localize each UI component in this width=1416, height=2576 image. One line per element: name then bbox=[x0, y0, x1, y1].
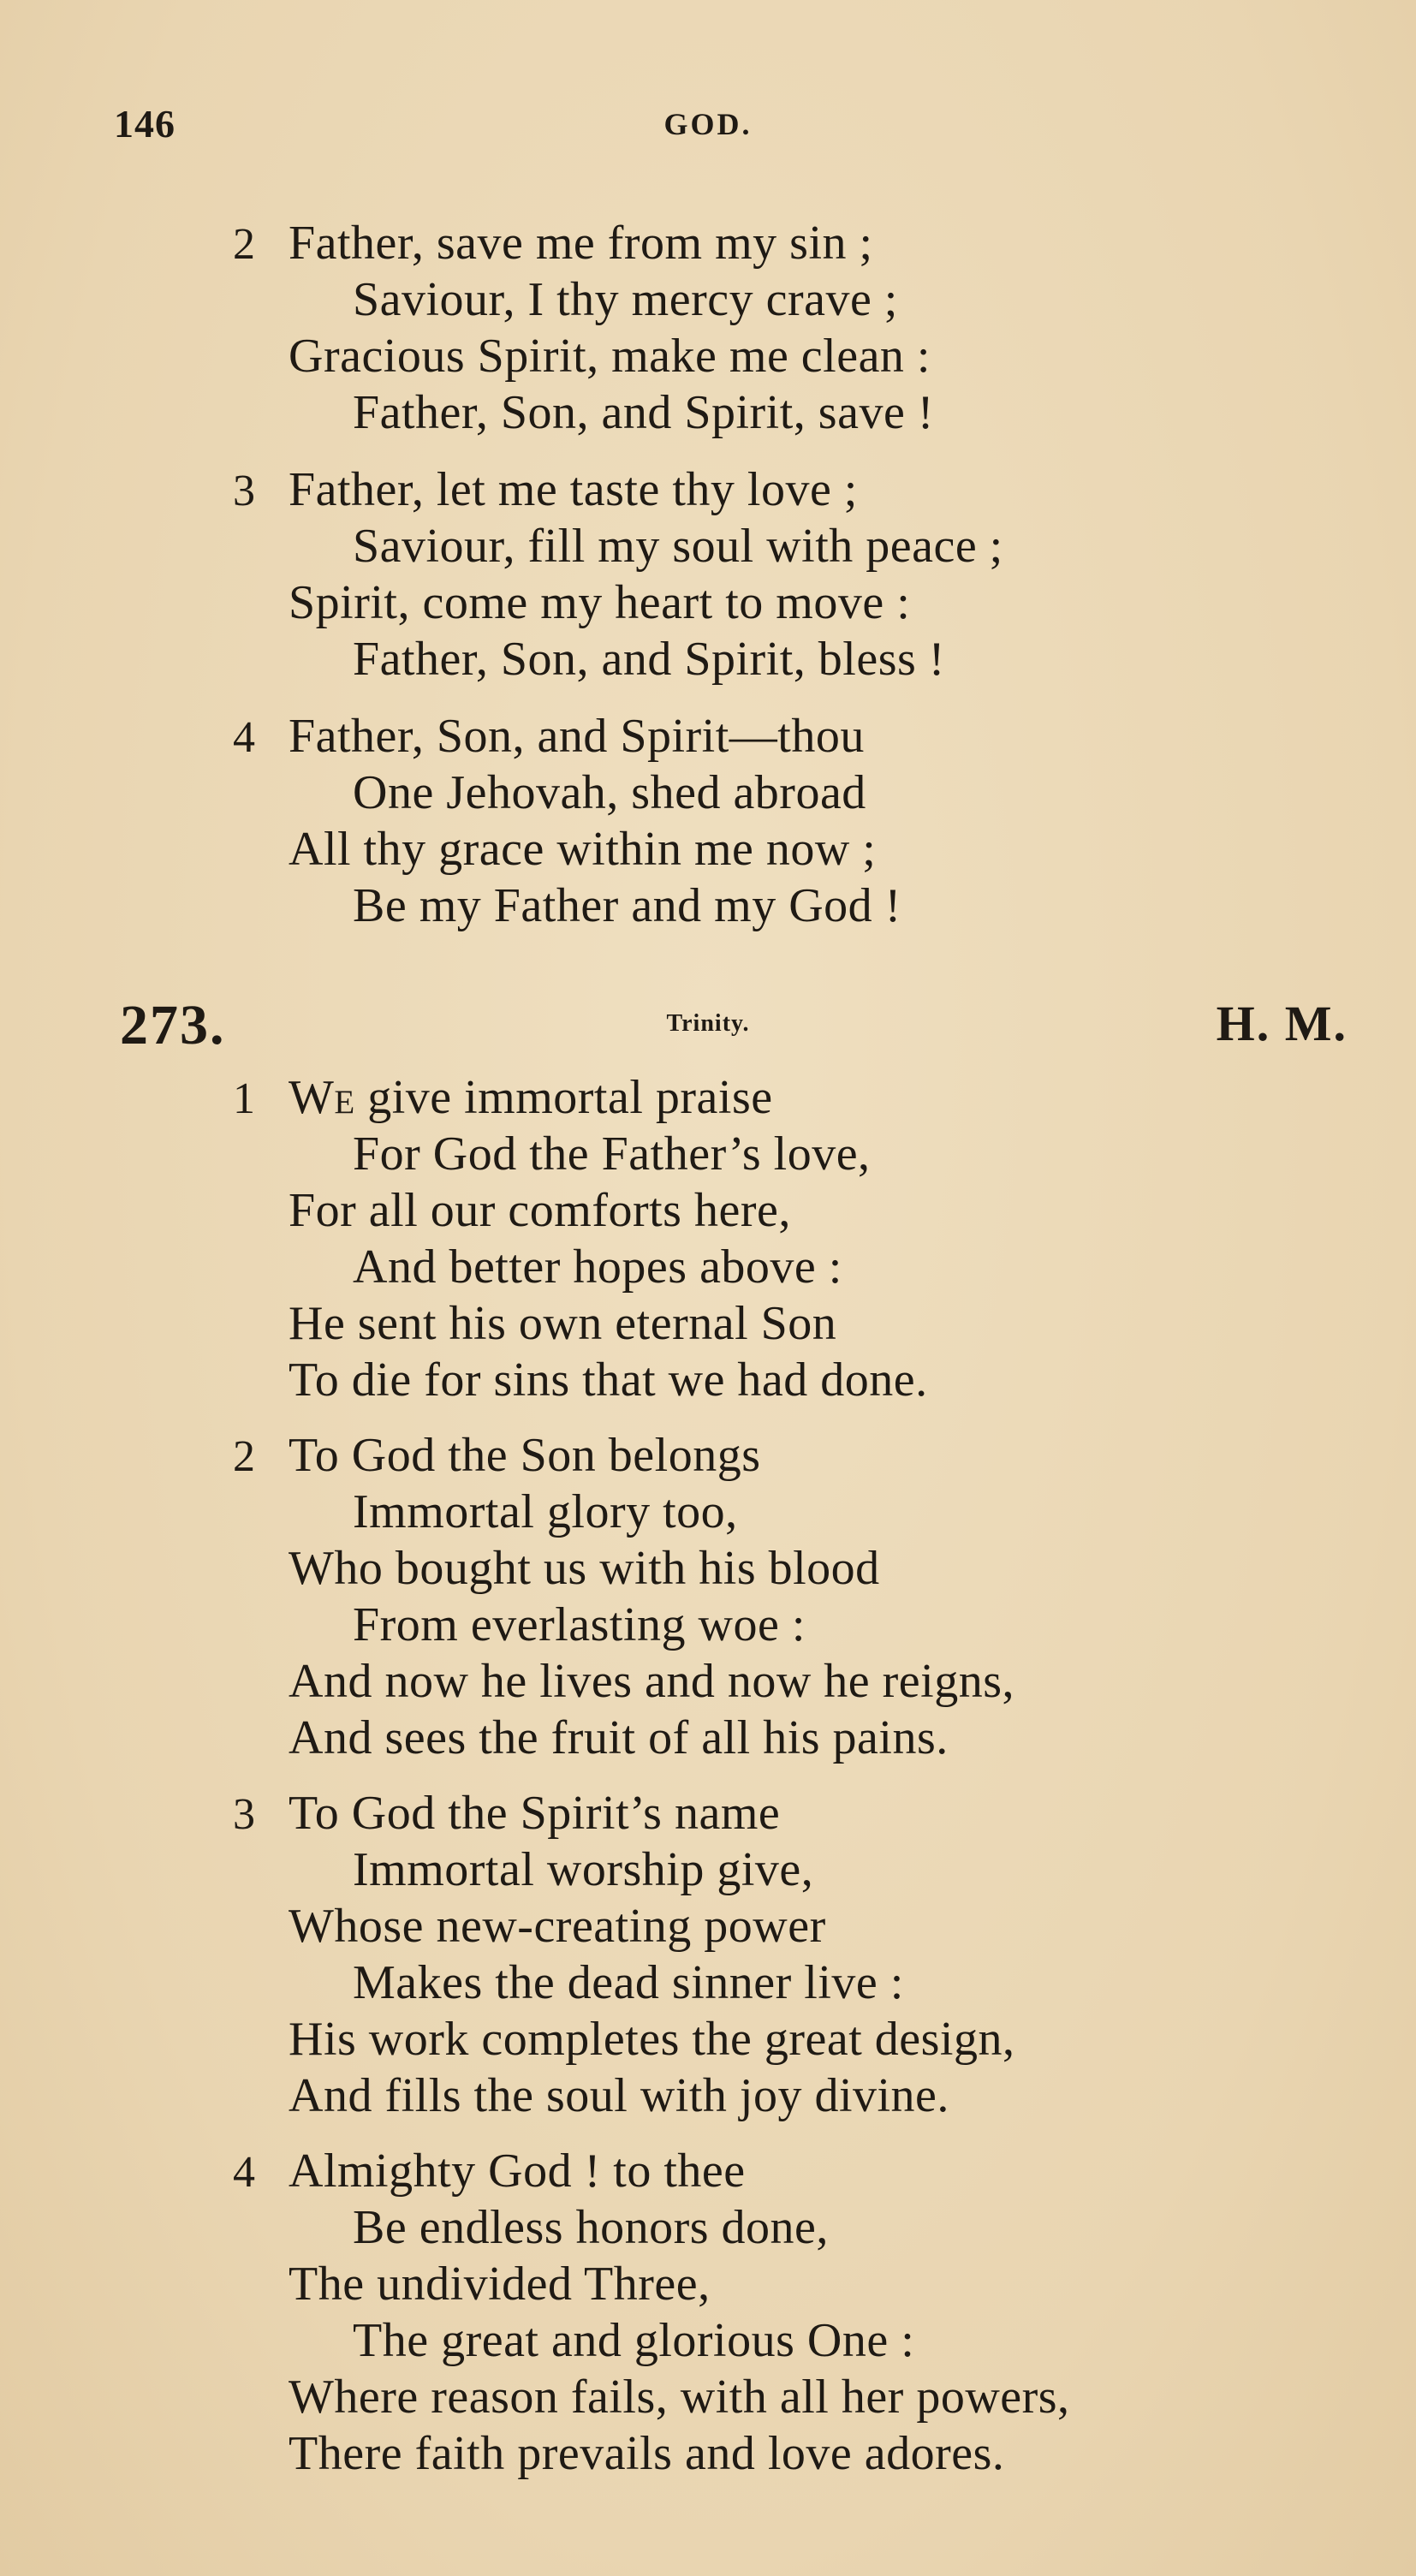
verse-line: Almighty God ! to thee bbox=[289, 2145, 746, 2198]
verse-line: Father, save me from my sin ; bbox=[289, 217, 873, 270]
verse-line: Gracious Spirit, make me clean : bbox=[289, 330, 931, 383]
verse-line: For all our comforts here, bbox=[289, 1184, 791, 1237]
verse-line: Makes the dead sinner live : bbox=[353, 1956, 904, 2009]
verse-number: 4 bbox=[233, 2148, 255, 2197]
verse-line: Father, Son, and Spirit, save ! bbox=[353, 386, 934, 439]
verse-line: One Jehovah, shed abroad bbox=[353, 766, 866, 819]
verse-line: Father, let me taste thy love ; bbox=[289, 463, 858, 516]
verse-line: Spirit, come my heart to move : bbox=[289, 576, 911, 629]
verse-number: 3 bbox=[233, 1790, 255, 1839]
verse-line: And fills the soul with joy divine. bbox=[289, 2069, 949, 2122]
first-word-rest: e bbox=[334, 1071, 355, 1124]
verse-line: To God the Spirit’s name bbox=[289, 1787, 781, 1840]
verse-line: Whose new-creating power bbox=[289, 1900, 826, 1953]
verse-line: And sees the fruit of all his pains. bbox=[289, 1711, 949, 1764]
first-line-rest: give immortal praise bbox=[354, 1071, 773, 1124]
hymn-title: Trinity. bbox=[666, 1010, 750, 1037]
verse-line: And now he lives and now he reigns, bbox=[289, 1655, 1015, 1708]
verse-number: 3 bbox=[233, 467, 255, 515]
verse-line: To God the Son belongs bbox=[289, 1429, 761, 1482]
verse-line: Be endless honors done, bbox=[353, 2201, 829, 2254]
verse-number: 2 bbox=[233, 1432, 255, 1481]
verse-line: Immortal worship give, bbox=[353, 1843, 814, 1896]
verse-line: To die for sins that we had done. bbox=[289, 1353, 928, 1407]
verse-line: Father, Son, and Spirit, bless ! bbox=[353, 633, 945, 686]
verse-number: 4 bbox=[233, 713, 255, 762]
verse-line: For God the Father’s love, bbox=[353, 1127, 871, 1181]
verse-line: Saviour, fill my soul with peace ; bbox=[353, 520, 1003, 573]
verse-line: His work completes the great design, bbox=[289, 2013, 1015, 2066]
verse-line: The undivided Three, bbox=[289, 2258, 711, 2311]
verse-line: Father, Son, and Spirit—thou bbox=[289, 710, 865, 763]
verse-line: From everlasting woe : bbox=[353, 1598, 806, 1651]
drop-initial: W bbox=[289, 1071, 335, 1124]
verse-line-first bbox=[289, 1070, 773, 1125]
verse-line: Immortal glory too, bbox=[353, 1485, 738, 1538]
verse-line: Be my Father and my God ! bbox=[353, 879, 901, 932]
verse-line: There faith prevails and love adores. bbox=[289, 2427, 1005, 2480]
running-head: GOD. bbox=[663, 107, 753, 141]
hymn-meter: H. M. bbox=[1216, 996, 1348, 1051]
page-header bbox=[0, 101, 1416, 152]
hymn-number: 273. bbox=[120, 994, 226, 1056]
verse-number: 1 bbox=[233, 1074, 255, 1123]
hymn-heading bbox=[0, 993, 1416, 1062]
verse-line: Where reason fails, with all her powers, bbox=[289, 2371, 1070, 2424]
verse-line: He sent his own eternal Son bbox=[289, 1297, 837, 1350]
page-number: 146 bbox=[114, 102, 176, 146]
verse-line: Saviour, I thy mercy crave ; bbox=[353, 273, 898, 326]
verse-number: 2 bbox=[233, 220, 255, 269]
verse-line: The great and glorious One : bbox=[353, 2314, 915, 2367]
verse-line: And better hopes above : bbox=[353, 1240, 842, 1294]
verse-line: Who bought us with his blood bbox=[289, 1542, 880, 1595]
verse-line: All thy grace within me now ; bbox=[289, 823, 877, 876]
